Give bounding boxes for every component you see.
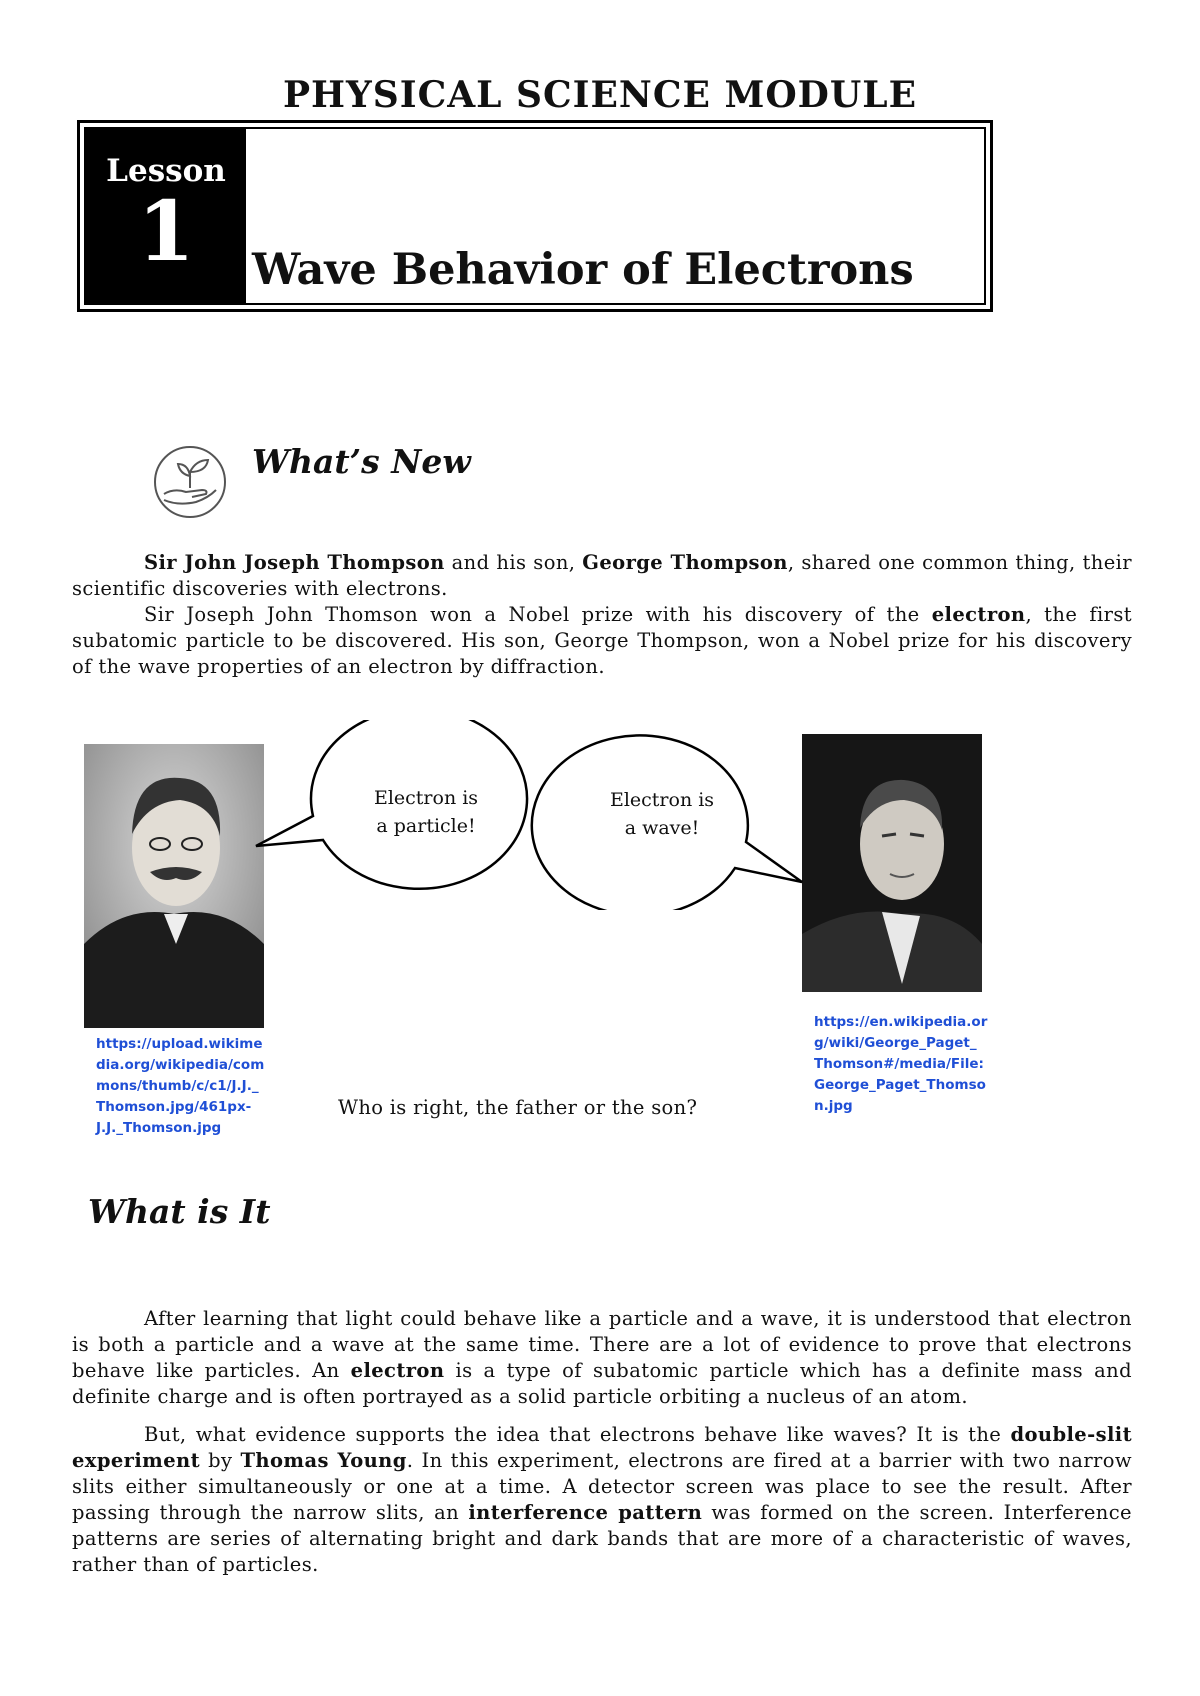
portrait-george-thomson xyxy=(802,734,982,992)
wii-p2-c: . In this experiment, electrons are fired at a barrier with two narrow slits either simultaneously or one at a time. A detector screen was place to see the result. After passing through the narrow slits, an xyxy=(72,1449,1132,1524)
image-source-link-left[interactable] xyxy=(96,1034,264,1139)
bubble-right-line-1: Electron is xyxy=(609,789,715,811)
url-left-line[interactable]: dia.org/wikipedia/com xyxy=(96,1057,265,1073)
name-father: Sir John Joseph Thompson xyxy=(144,551,445,574)
url-left-line[interactable]: https://upload.wikime xyxy=(96,1036,263,1052)
wii-p2-bold-1: double-slit experiment xyxy=(72,1423,1132,1472)
url-right-line[interactable]: g/wiki/George_Paget_ xyxy=(814,1035,977,1051)
wii-p1-b: is a type of subatomic particle which has a definite mass and definite charge and is often portrayed as a solid particle orbiting a nucleus of an atom. xyxy=(72,1359,1132,1408)
url-left-line[interactable]: mons/thumb/c/c1/J.J._ xyxy=(96,1078,259,1094)
url-right-line[interactable]: https://en.wikipedia.or xyxy=(814,1014,988,1030)
lesson-header-box xyxy=(77,120,993,312)
what-is-it-paragraph-2 xyxy=(72,1422,1132,1578)
bubble-left-text xyxy=(346,784,506,840)
lesson-number-block xyxy=(86,129,246,303)
lesson-label: Lesson xyxy=(106,153,226,189)
url-right-line[interactable]: n.jpg xyxy=(814,1098,853,1114)
bubble-right-line-2: a wave! xyxy=(624,817,700,839)
url-left-line[interactable]: J.J._Thomson.jpg xyxy=(96,1120,222,1136)
whats-new-heading: What’s New xyxy=(252,442,471,481)
what-is-it-heading: What is It xyxy=(88,1192,271,1231)
p2-bold: electron xyxy=(931,603,1026,626)
image-source-link-right[interactable] xyxy=(814,1012,987,1117)
p1-text-a: and his son, xyxy=(444,551,583,574)
hand-plant-icon xyxy=(152,444,228,520)
lesson-number: 1 xyxy=(137,184,195,280)
p2-text-b: , the first subatomic particle to be discovered. His son, George Thompson, won a Nobel prize for his discovery of the wave properties of an electron by diffraction. xyxy=(72,603,1132,678)
whats-new-paragraph-1 xyxy=(72,550,1132,602)
lesson-title: Wave Behavior of Electrons xyxy=(252,245,914,295)
bubble-right-text xyxy=(582,786,742,842)
module-title: PHYSICAL SCIENCE MODULE xyxy=(282,74,918,116)
lesson-header-inner xyxy=(84,127,986,305)
name-son: George Thompson xyxy=(582,551,788,574)
figure-question: Who is right, the father or the son? xyxy=(338,1096,698,1119)
wii-p2-b: by xyxy=(199,1449,241,1472)
bubble-left-line-2: a particle! xyxy=(376,815,476,837)
wii-p1-a: After learning that light could behave like a particle and a wave, it is understood that electron is both a particle and a wave at the same time. There are a lot of evidence to prove that electrons behave like particles. An xyxy=(72,1307,1132,1382)
p2-text-a: Sir Joseph John Thomson won a Nobel prize with his discovery of the xyxy=(144,603,932,626)
url-right-line[interactable]: George_Paget_Thomso xyxy=(814,1077,986,1093)
what-is-it-text xyxy=(72,1306,1132,1578)
wii-p2-bold-3: interference pattern xyxy=(468,1501,703,1524)
bubble-left-line-1: Electron is xyxy=(373,787,479,809)
whats-new-text xyxy=(72,550,1132,680)
wii-p2-a: But, what evidence supports the idea that electrons behave like waves? It is the xyxy=(144,1423,1011,1446)
wii-p2-bold-2: Thomas Young xyxy=(240,1449,407,1472)
url-left-line[interactable]: Thomson.jpg/461px- xyxy=(96,1099,252,1115)
what-is-it-paragraph-1 xyxy=(72,1306,1132,1410)
url-right-line[interactable]: Thomson#/media/File: xyxy=(814,1056,984,1072)
portrait-jj-thomson xyxy=(84,744,264,1028)
whats-new-paragraph-2 xyxy=(72,602,1132,680)
wii-p1-bold: electron xyxy=(350,1359,445,1382)
p1-text-b: , shared one common thing, their scientific discoveries with electrons. xyxy=(72,551,1133,600)
wii-p2-d: was formed on the screen. Interference patterns are series of alternating bright and dark bands that are more of a characteristic of waves, rather than of particles. xyxy=(72,1501,1133,1576)
